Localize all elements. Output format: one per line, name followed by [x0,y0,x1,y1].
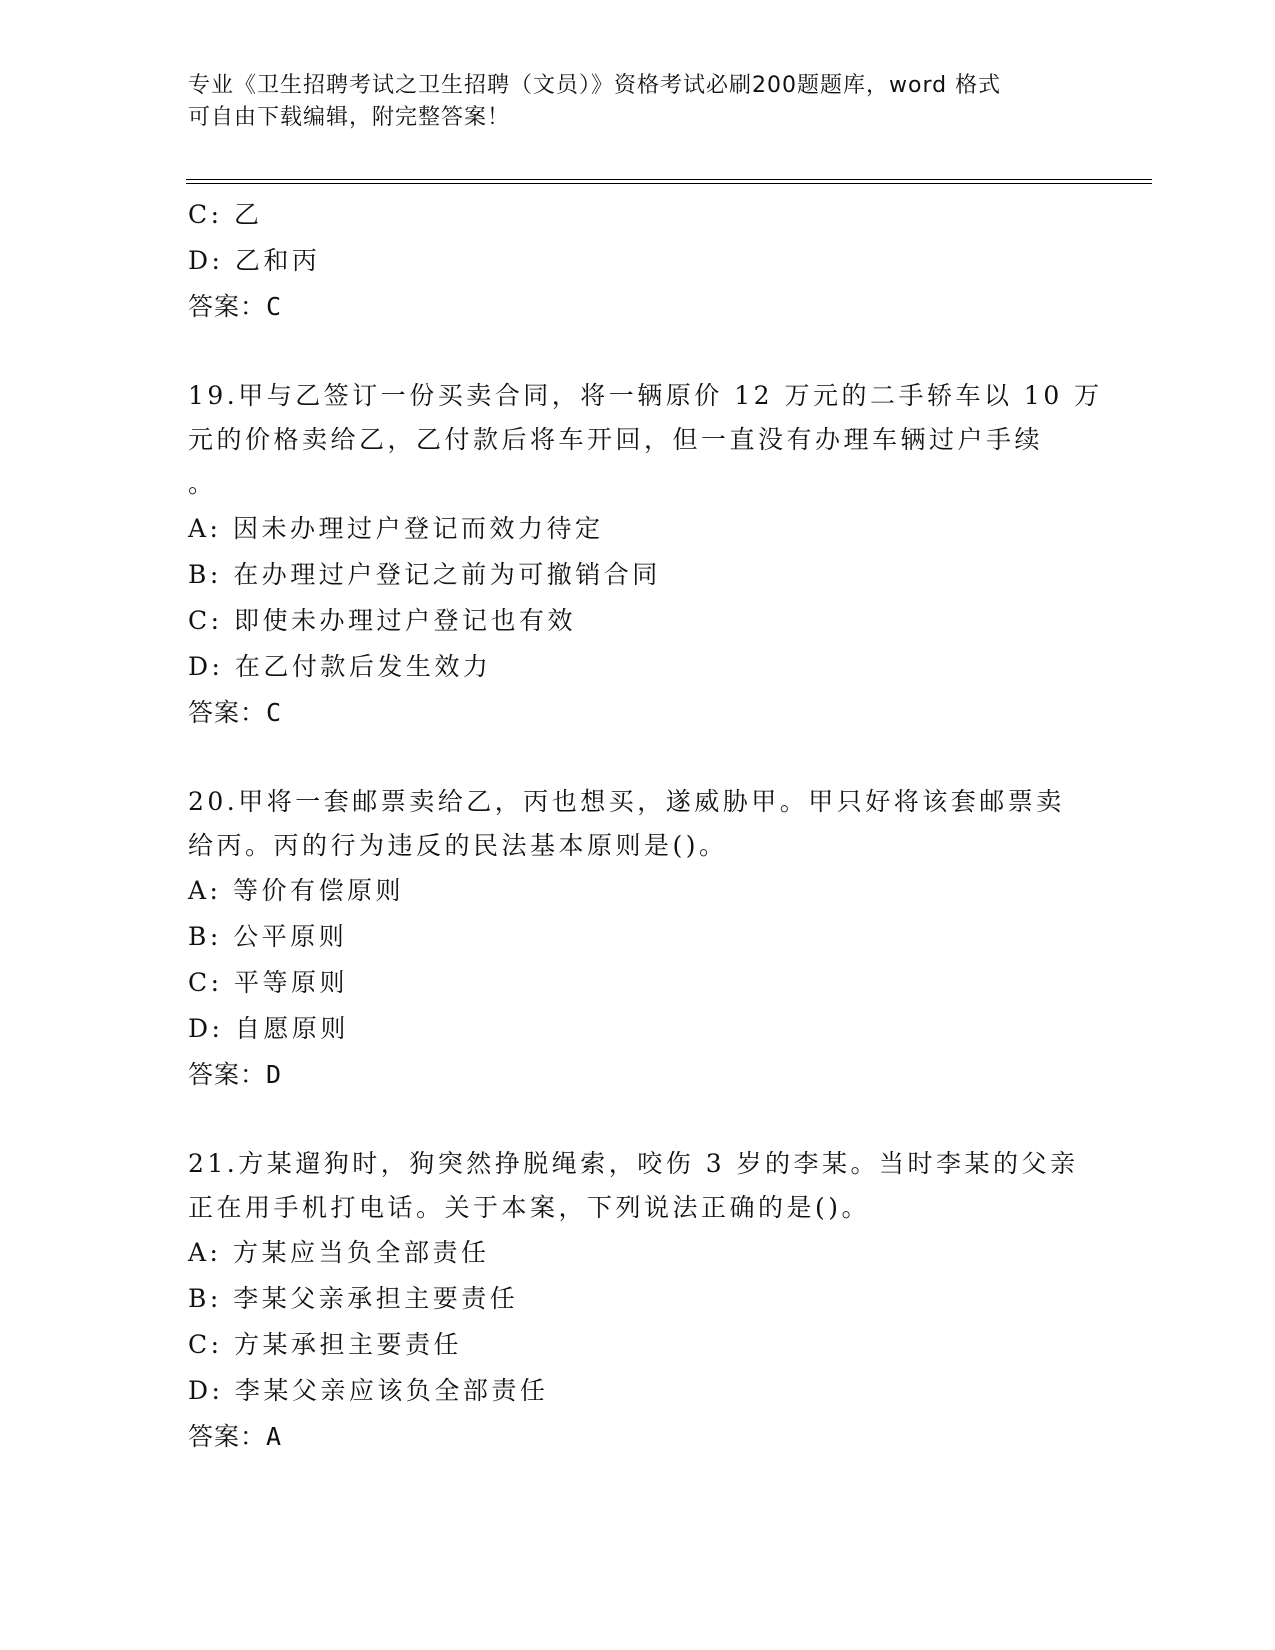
question-line: 。 [188,469,217,498]
answer-value: D [266,1060,283,1089]
option-letter: D: [188,1014,224,1043]
header-line-1: 专业《卫生招聘考试之卫生招聘（文员）》资格考试必刷200题题库，word 格式 [188,73,1002,98]
option-letter: A: [188,514,222,543]
option-b [188,552,1088,598]
option-text: 乙和丙 [234,246,321,275]
answer-value: A [266,1422,283,1451]
option-d [188,1006,1088,1052]
header-divider-top [186,179,1152,180]
option-text: 方某承担主要责任 [234,1330,463,1359]
option-text: 等价有偿原则 [232,876,404,905]
answer-line [188,690,1088,736]
answer-label: 答案： [188,698,267,727]
answer-label: 答案： [188,1060,267,1089]
question-21 [188,1142,1088,1460]
option-text: 乙 [234,200,263,229]
option-d [188,644,1088,690]
option-text: 李某父亲应该负全部责任 [234,1376,549,1405]
option-letter: A: [188,1238,222,1267]
document-header [188,70,1068,134]
option-letter: B: [188,922,222,951]
option-a [188,1230,1088,1276]
answer-line [188,284,1088,330]
answer-label: 答案： [188,292,267,321]
option-letter: C: [188,1330,223,1359]
question-20 [188,780,1088,1098]
option-c [188,598,1088,644]
option-letter: C: [188,200,223,229]
option-text: 公平原则 [233,922,348,951]
question-19 [188,374,1103,736]
option-letter: D: [188,1376,224,1405]
option-a [188,868,1088,914]
question-text [188,780,1078,868]
answer-value: C [266,698,283,727]
option-letter: D: [188,652,224,681]
option-letter: A: [188,876,222,905]
option-letter: B: [188,560,222,589]
option-text: 方某应当负全部责任 [232,1238,490,1267]
question-line: 给丙。丙的行为违反的民法基本原则是()。 [188,831,728,860]
spacer [188,736,1088,780]
option-text: 因未办理过户登记而效力待定 [232,514,604,543]
answer-value: C [266,292,283,321]
option-text: 在乙付款后发生效力 [234,652,492,681]
spacer [188,330,1088,374]
option-d [188,238,1088,284]
option-a [188,506,1088,552]
answer-line [188,1052,1088,1098]
spacer [188,1098,1088,1142]
option-text: 即使未办理过户登记也有效 [234,606,577,635]
option-letter: C: [188,968,223,997]
option-b [188,1276,1088,1322]
question-line: 正在用手机打电话。关于本案，下列说法正确的是()。 [188,1193,871,1222]
question-line: 元的价格卖给乙，乙付款后将车开回，但一直没有办理车辆过户手续 [188,425,1044,454]
option-letter: C: [188,606,223,635]
option-text: 自愿原则 [234,1014,349,1043]
question-text [188,1142,1078,1230]
answer-line [188,1414,1088,1460]
header-line-2: 可自由下载编辑，附完整答案！ [188,105,511,130]
header-divider-bottom [186,183,1152,184]
question-line: 19.甲与乙签订一份买卖合同，将一辆原价 12 万元的二手轿车以 10 万 [188,381,1103,410]
question-line: 20.甲将一套邮票卖给乙，丙也想买，遂威胁甲。甲只好将该套邮票卖 [188,787,1065,816]
question-text [188,374,1103,506]
option-c [188,192,1088,238]
option-text: 李某父亲承担主要责任 [233,1284,519,1313]
question-continued [188,192,1088,330]
question-line: 21.方某遛狗时，狗突然挣脱绳索，咬伤 3 岁的李某。当时李某的父亲 [188,1149,1079,1178]
option-letter: D: [188,246,224,275]
option-b [188,914,1088,960]
option-text: 平等原则 [234,968,349,997]
option-text: 在办理过户登记之前为可撤销合同 [233,560,661,589]
option-d [188,1368,1088,1414]
option-c [188,1322,1088,1368]
document-body [188,192,1103,1460]
option-c [188,960,1088,1006]
answer-label: 答案： [188,1422,267,1451]
option-letter: B: [188,1284,222,1313]
